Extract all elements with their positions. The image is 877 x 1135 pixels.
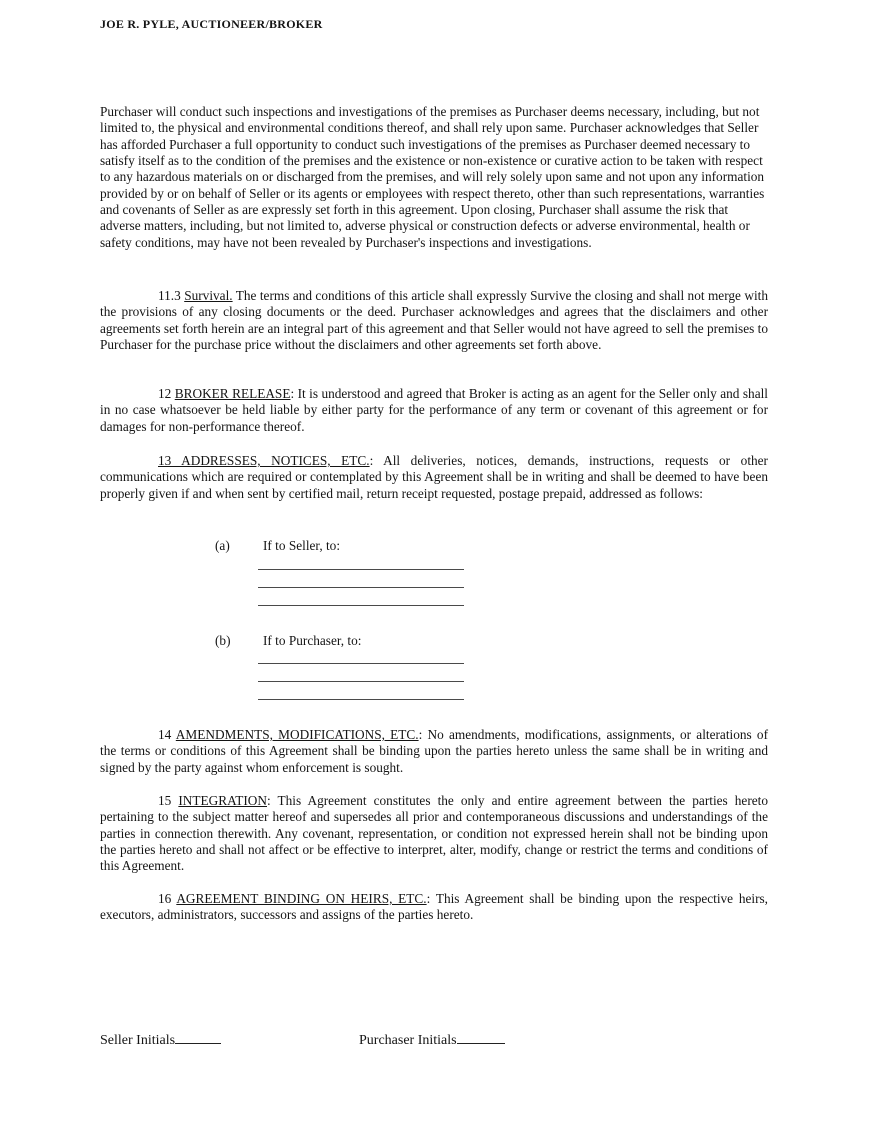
section-number: 14 xyxy=(158,727,176,742)
paragraph-survival xyxy=(100,288,768,353)
section-number: 11.3 xyxy=(158,288,185,303)
section-body: The terms and conditions of this article shall expressly Survive the closing and shall not merge with the provisions of any closing documents or the deed. Purchaser acknowledges and agrees that the disclaimers and other agreements set forth herein are an integral part of this agreement and that Seller would not have agreed to sell the premises to Purchaser for the purchase price without the disclaimers and other agreements set forth above. xyxy=(100,288,768,353)
section-heading: BROKER RELEASE xyxy=(174,386,291,401)
section-body: No amendments, modifications, assignments, or alterations of the terms or conditions of this Agreement shall be binding upon the parties hereto unless the same shall be in writing and signed by the party against whom enforcement is sought. xyxy=(100,727,768,775)
section-separator: : xyxy=(426,891,436,906)
purchaser-initials-label: Purchaser Initials xyxy=(359,1033,457,1048)
seller-initials-row xyxy=(100,1030,221,1049)
paragraph-inspections xyxy=(100,104,768,251)
address-blank-line xyxy=(258,569,464,570)
section-body: Purchaser will conduct such inspections and investigations of the premises as Purchaser deems necessary, including, but not limited to, the physical and environmental conditions thereof, and shall rely upon same. Purchaser acknowledges that Seller has afforded Purchaser a full opportunity to conduct such investigations of the premises as Purchaser deemed necessary to satisfy itself as to the condition of the premises and the existence or non-existence or curative action to be taken with respect to any hazardous materials on or discharged from the premises, and will rely solely upon same and not upon any information provided by or on behalf of Seller or its agents or employees with respect thereto, other than such representations, warranties and covenants of Seller as are expressly set forth in this agreement. Upon closing, Purchaser shall assume the risk that adverse matters, including, but not limited to, adverse physical or construction defects or adverse environmental, health or safety conditions, may have not been revealed by Purchaser's inspections and investigations. xyxy=(100,104,765,250)
document-header-title: JOE R. PYLE, AUCTIONEER/BROKER xyxy=(100,17,323,31)
section-body: This Agreement constitutes the only and entire agreement between the parties hereto pertaining to the subject matter hereof and supersedes all prior and contemporaneous discussions and understandings of the parties in connection therewith. Any covenant, representation, or condition not expressed herein shall not be binding upon the parties hereto and shall not affect or be effective to interpret, alter, modify, change or restrict the terms and conditions of this Agreement. xyxy=(100,793,768,874)
section-heading: INTEGRATION xyxy=(178,793,267,808)
section-number: 16 xyxy=(158,891,177,906)
section-heading: AGREEMENT BINDING ON HEIRS, ETC. xyxy=(176,891,427,906)
paragraph-integration xyxy=(100,793,768,875)
paragraph-broker-release xyxy=(100,386,768,435)
address-purchaser-label: If to Purchaser, to: xyxy=(263,633,362,648)
paragraph-addresses-notices xyxy=(100,453,768,502)
address-blank-line xyxy=(258,587,464,588)
address-seller-label: If to Seller, to: xyxy=(263,538,341,553)
purchaser-initials-row xyxy=(359,1030,505,1049)
address-blank-line xyxy=(258,605,464,606)
address-item-b-marker: (b) xyxy=(215,633,231,648)
section-number xyxy=(100,453,158,468)
section-body: It is understood and agreed that Broker is acting as an agent for the Seller only and shall in no case whatsoever be held liable by either party for the performance of any term or covenant of this agreement or for damages for non-performance thereof. xyxy=(100,386,768,434)
section-heading: Survival. xyxy=(184,288,233,303)
section-heading: AMENDMENTS, MODIFICATIONS, ETC. xyxy=(175,727,419,742)
address-blank-line xyxy=(258,681,464,682)
section-separator: : xyxy=(369,453,384,468)
address-item-a-marker: (a) xyxy=(215,538,230,553)
section-number: 15 xyxy=(158,793,179,808)
section-body: This Agreement shall be binding upon the respective heirs, executors, administrators, successors and assigns of the parties hereto. xyxy=(100,891,769,923)
seller-initials-blank xyxy=(175,1030,221,1044)
paragraph-amendments xyxy=(100,727,768,776)
section-separator: : xyxy=(290,386,298,401)
paragraph-binding-on-heirs xyxy=(100,891,768,924)
address-blank-line xyxy=(258,699,464,700)
section-body: All deliveries, notices, demands, instructions, requests or other communications which are required or contemplated by this Agreement shall be in writing and shall be deemed to have been properly given if and when sent by certified mail, return receipt requested, postage prepaid, addressed as follows: xyxy=(100,453,768,501)
section-heading: 13 ADDRESSES, NOTICES, ETC. xyxy=(158,453,370,468)
section-separator: : xyxy=(418,727,428,742)
section-number: 12 xyxy=(158,386,175,401)
purchaser-initials-blank xyxy=(457,1030,505,1044)
section-separator: : xyxy=(267,793,278,808)
address-blank-line xyxy=(258,663,464,664)
seller-initials-label: Seller Initials xyxy=(100,1033,176,1048)
